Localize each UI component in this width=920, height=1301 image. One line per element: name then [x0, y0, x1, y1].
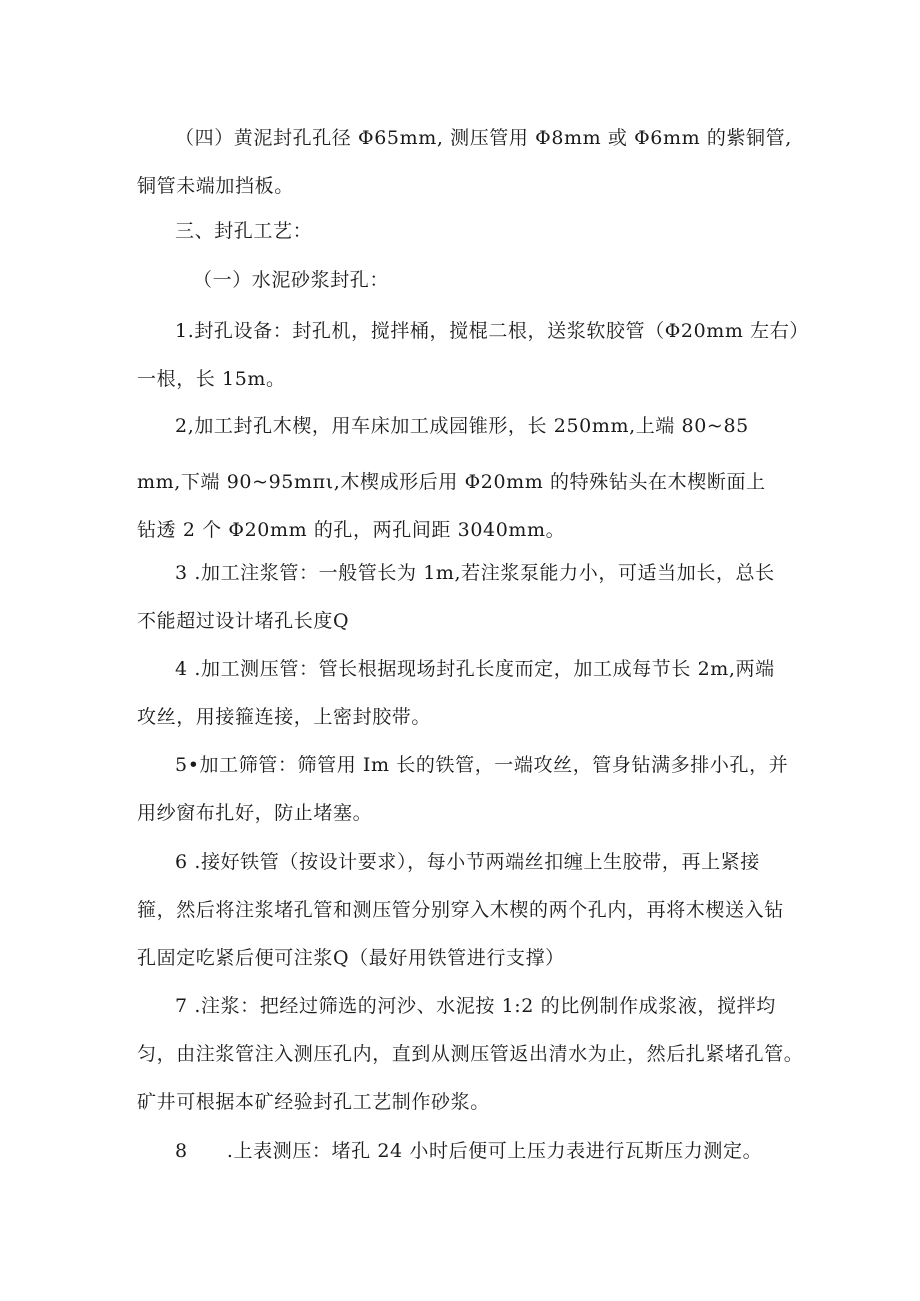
list-item-8	[137, 1127, 792, 1175]
section-heading	[137, 207, 792, 255]
list-item-4	[137, 645, 792, 741]
text-line: 铜管未端加挡板。	[137, 175, 294, 197]
text-line: 7 .注浆：把经过筛选的河沙、水泥按 1:2 的比例制作成浆液，搅拌均	[175, 995, 776, 1017]
text-line: 钻透 2 个 Φ20mm 的孔，两孔间距 3040mm。	[137, 519, 566, 541]
paragraph-yellow-mud-sealing	[137, 114, 792, 210]
text-line: 孔固定吃紧后便可注浆Q（最好用铁管进行支撑）	[137, 947, 565, 969]
text-line: 一根，长 15m。	[137, 368, 286, 390]
list-item-1	[137, 307, 809, 403]
text-line: 匀，由注浆管注入测压孔内，直到从测压管返出清水为止，然后扎紧堵孔管。	[137, 1043, 804, 1065]
text-line: 6 .接好铁管（按设计要求），每小节两端丝扣缠上生胶带，再上紧接	[175, 851, 760, 873]
list-item-5	[137, 741, 792, 837]
heading-text: 三、封孔工艺：	[175, 220, 313, 242]
text-line: 3 .加工注浆管：一般管长为 1m,若注浆泵能力小，可适当加长，总长	[175, 562, 775, 584]
text-line: 不能超过设计堵孔长度Q	[137, 610, 350, 632]
text-line: （四）黄泥封孔孔径 Φ65mm, 测压管用 Φ8mm 或 Φ6mm 的紫铜管,	[175, 127, 792, 149]
text-line: 矿井可根据本矿经验封孔工艺制作砂浆。	[137, 1091, 490, 1113]
text-line: 2,加工封孔木楔，用车床加工成园锥形，长 250mm,上端 80~85	[175, 415, 749, 437]
text-line: 用纱窗布扎好，防止堵塞。	[137, 802, 373, 824]
text-line: 4 .加工测压管：管长根据现场封孔长度而定，加工成每节长 2m,两端	[175, 658, 775, 680]
list-item-2	[137, 402, 792, 554]
text-line: 8 .上表测压：堵孔 24 小时后便可上压力表进行瓦斯压力测定。	[175, 1140, 763, 1162]
list-item-7	[137, 982, 804, 1126]
text-line: mm,下端 90~95mπι,木楔成形后用 Φ20mm 的特殊钻头在木楔断面上	[137, 471, 766, 493]
text-line: 箍，然后将注浆堵孔管和测压管分别穿入木楔的两个孔内，再将木楔送入钻	[137, 899, 784, 921]
text-line: 5•加工筛管：筛管用 Im 长的铁管，一端攻丝，管身钻满多排小孔，并	[175, 754, 789, 776]
list-item-3	[137, 549, 792, 645]
list-item-6	[137, 838, 792, 982]
heading-text: （一）水泥砂浆封孔：	[193, 269, 390, 291]
text-line: 攻丝，用接箍连接，上密封胶带。	[137, 706, 432, 728]
text-line: 1.封孔设备：封孔机，搅拌桶，搅棍二根，送浆软胶管（Φ20mm 左右）	[175, 320, 809, 342]
subsection-heading	[137, 256, 792, 304]
